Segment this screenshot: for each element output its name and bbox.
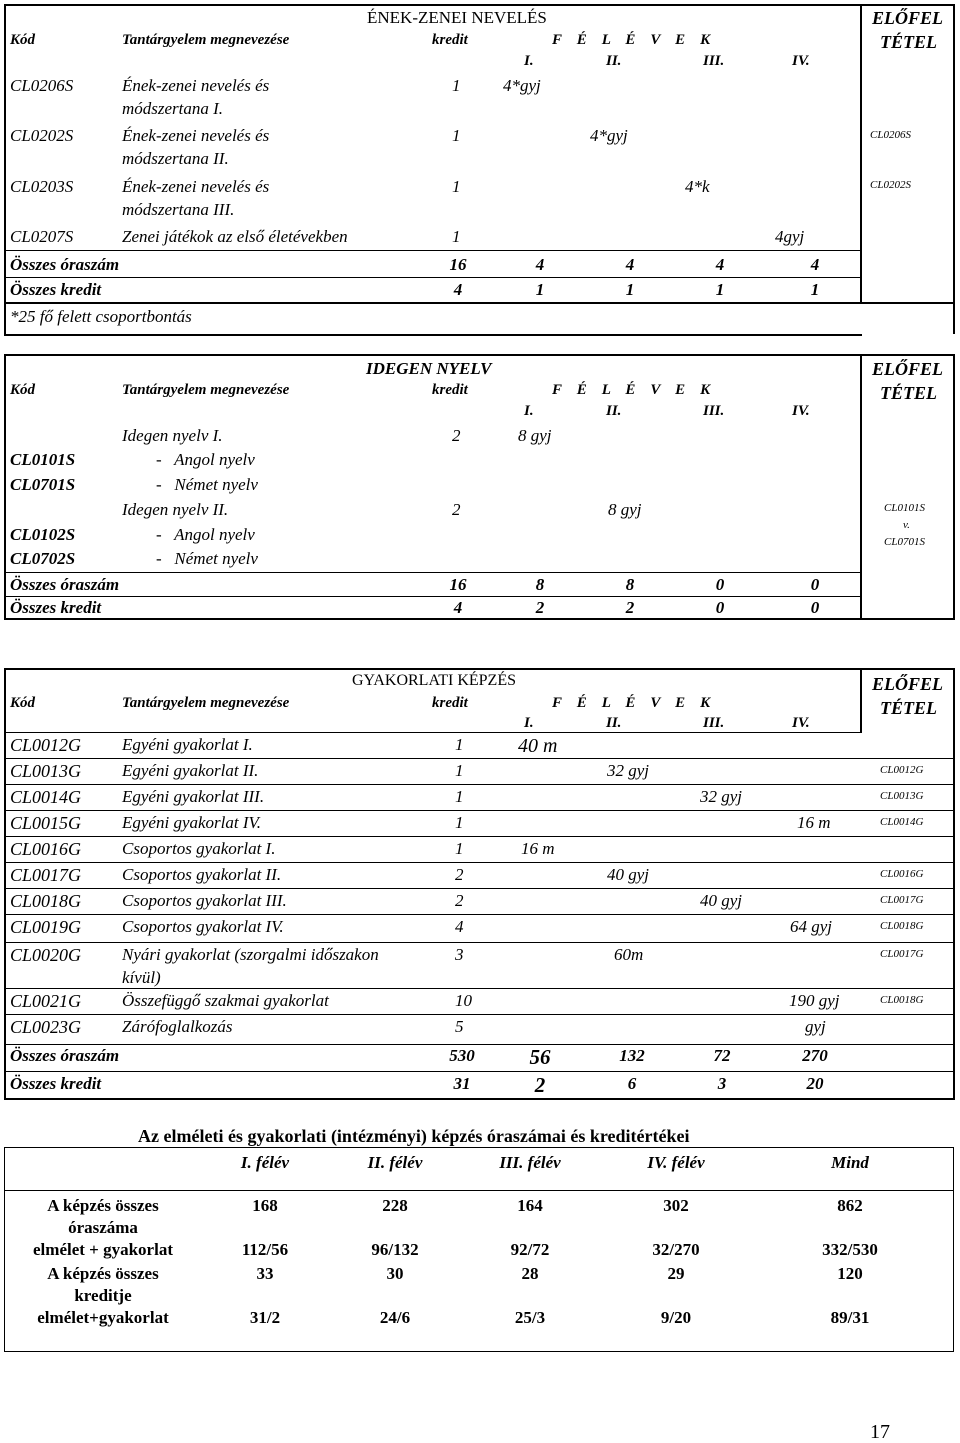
header-sem-3: III. <box>703 53 725 69</box>
prerequisite: CL0017G <box>880 894 924 906</box>
code-cl0101s: CL0101S <box>10 450 76 469</box>
subject-name: Zenei játékok az első életévekben <box>122 227 348 246</box>
subject-sub: - Angol nyelv <box>156 525 255 544</box>
subject-name: Egyéni gyakorlat I. <box>122 735 253 754</box>
total-hours-label: Összes óraszám <box>10 1046 120 1065</box>
header-sem-4: IV. <box>792 715 810 731</box>
header-sem-3: III. <box>703 715 725 731</box>
code-cl0012g: CL0012G <box>10 735 82 755</box>
summary-cell: 31/2 <box>249 1308 281 1327</box>
total-hours-credit: 530 <box>449 1046 475 1065</box>
semester-value: 4*gyj <box>503 76 541 95</box>
semester-value: 40 m <box>518 735 558 757</box>
total-credit-value: 31 <box>453 1074 471 1093</box>
subject-sub: - Német nyelv <box>156 475 258 494</box>
header-elofeltetel-1: ELŐFEL <box>872 8 944 28</box>
header-nev: Tantárgyelem megnevezése <box>122 695 290 711</box>
total-credit-label: Összes kredit <box>10 280 102 299</box>
credit-value: 3 <box>455 945 464 964</box>
code-cl0702s: CL0702S <box>10 549 76 568</box>
semester-value: 4gyj <box>775 227 805 246</box>
total-credit-sem4: 20 <box>806 1074 824 1093</box>
total-credit-sem1: 1 <box>535 280 545 299</box>
semester-value: 16 m <box>797 813 831 832</box>
total-credit-value: 4 <box>453 598 463 617</box>
summary-title: Az elméleti és gyakorlati (intézményi) képzés óraszámai és kreditértékei <box>138 1126 690 1146</box>
total-hours-credit: 16 <box>449 575 467 594</box>
header-felevek: F É L É V E K <box>552 382 711 398</box>
total-hours-sem2: 8 <box>625 575 635 594</box>
summary-row-label: óraszáma <box>68 1218 138 1237</box>
subject-name: Csoportos gyakorlat II. <box>122 865 282 884</box>
summary-row-label: kreditje <box>74 1286 132 1305</box>
credit-value: 1 <box>452 126 461 145</box>
code-cl0206s: CL0206S <box>10 76 74 95</box>
total-hours-label: Összes óraszám <box>10 575 120 594</box>
total-credit-sem3: 0 <box>715 598 725 617</box>
semester-value: 4*gyj <box>590 126 628 145</box>
summary-col-header: Mind <box>831 1153 869 1172</box>
header-kod: Kód <box>10 32 36 48</box>
code-cl0019g: CL0019G <box>10 917 82 937</box>
code-cl0017g: CL0017G <box>10 865 82 885</box>
summary-cell: 96/132 <box>371 1240 419 1259</box>
credit-value: 1 <box>452 227 461 246</box>
summary-cell: 28 <box>521 1264 539 1283</box>
summary-cell: 89/31 <box>830 1308 870 1327</box>
header-kredit: kredit <box>432 382 468 398</box>
credit-value: 2 <box>455 891 464 910</box>
summary-row-label: elmélet+gyakorlat <box>37 1308 169 1327</box>
credit-value: 1 <box>455 735 464 754</box>
code-cl0013g: CL0013G <box>10 761 82 781</box>
prerequisite: CL0018G <box>880 994 924 1006</box>
summary-cell: 9/20 <box>660 1308 692 1327</box>
code-cl0020g: CL0020G <box>10 945 82 965</box>
code-cl0102s: CL0102S <box>10 525 76 544</box>
section-title: IDEGEN NYELV <box>366 359 492 378</box>
semester-value: 32 gyj <box>700 787 743 806</box>
total-hours-sem4: 270 <box>802 1046 828 1065</box>
semester-value: 64 gyj <box>790 917 833 936</box>
total-credit-label: Összes kredit <box>10 1074 102 1093</box>
total-credit-value: 4 <box>453 280 463 299</box>
header-elofeltetel-2: TÉTEL <box>880 32 937 52</box>
summary-col-header: II. félév <box>367 1153 423 1172</box>
summary-col-header: IV. félév <box>647 1153 705 1172</box>
subject-name-cont: kívül) <box>122 968 161 987</box>
semester-value: 16 m <box>521 839 555 858</box>
code-cl0021g: CL0021G <box>10 991 82 1011</box>
semester-value: 40 gyj <box>607 865 650 884</box>
subject-name: Csoportos gyakorlat I. <box>122 839 276 858</box>
subject-name-cont: módszertana II. <box>122 149 229 168</box>
total-credit-sem4: 0 <box>810 598 820 617</box>
header-kod: Kód <box>10 382 36 398</box>
page-number: 17 <box>870 1421 890 1443</box>
header-kredit: kredit <box>432 695 468 711</box>
prerequisite: CL0012G <box>880 764 924 776</box>
section-title: ÉNEK-ZENEI NEVELÉS <box>367 8 547 27</box>
summary-cell: 24/6 <box>379 1308 411 1327</box>
header-elofeltetel-1: ELŐFEL <box>872 359 944 379</box>
summary-cell: 332/530 <box>822 1240 878 1259</box>
semester-value: 4*k <box>685 177 710 196</box>
subject-name-cont: módszertana III. <box>122 200 235 219</box>
header-elofeltetel-1: ELŐFEL <box>872 674 944 694</box>
prerequisite: CL0017G <box>880 948 924 960</box>
subject-name: Egyéni gyakorlat III. <box>122 787 265 806</box>
semester-value: 8 gyj <box>518 426 552 445</box>
code-cl0018g: CL0018G <box>10 891 82 911</box>
prerequisite: CL0202S <box>870 179 911 191</box>
subject-sub: - Angol nyelv <box>156 450 255 469</box>
subject-name: Egyéni gyakorlat IV. <box>122 813 261 832</box>
summary-cell: 32/270 <box>652 1240 700 1259</box>
header-sem-1: I. <box>524 715 534 731</box>
summary-cell: 33 <box>256 1264 274 1283</box>
subject-name: Csoportos gyakorlat IV. <box>122 917 284 936</box>
semester-value: 8 gyj <box>608 500 642 519</box>
code-cl0016g: CL0016G <box>10 839 82 859</box>
prerequisite: CL0101S <box>884 502 925 514</box>
subject-name: Csoportos gyakorlat III. <box>122 891 287 910</box>
summary-cell: 112/56 <box>241 1240 289 1259</box>
total-hours-sem1: 4 <box>535 255 545 274</box>
header-kredit: kredit <box>432 32 468 48</box>
credit-value: 5 <box>455 1017 464 1036</box>
summary-cell: 92/72 <box>510 1240 550 1259</box>
code-cl0701s: CL0701S <box>10 475 76 494</box>
prerequisite: CL0014G <box>880 816 924 828</box>
total-credit-sem2: 2 <box>625 598 635 617</box>
subject-name: Ének-zenei nevelés és <box>122 126 270 145</box>
code-cl0023g: CL0023G <box>10 1017 82 1037</box>
total-credit-sem2: 1 <box>625 280 635 299</box>
code-cl0015g: CL0015G <box>10 813 82 833</box>
total-credit-label: Összes kredit <box>10 598 102 617</box>
header-felevek: F É L É V E K <box>552 695 711 711</box>
summary-row-label: elmélet + gyakorlat <box>33 1240 173 1259</box>
total-hours-sem3: 72 <box>713 1046 731 1065</box>
summary-col-header: I. félév <box>240 1153 290 1172</box>
header-nev: Tantárgyelem megnevezése <box>122 382 290 398</box>
credit-value: 2 <box>452 500 461 519</box>
header-sem-4: IV. <box>792 403 810 419</box>
semester-value: 60m <box>614 945 644 964</box>
credit-value: 1 <box>455 813 464 832</box>
credit-value: 2 <box>455 865 464 884</box>
subject-name: Nyári gyakorlat (szorgalmi időszakon <box>122 945 379 964</box>
prerequisite-or: v. <box>903 519 910 531</box>
total-credit-sem3: 3 <box>717 1074 727 1093</box>
credit-value: 1 <box>455 787 464 806</box>
header-nev: Tantárgyelem megnevezése <box>122 32 290 48</box>
subject-name: Idegen nyelv II. <box>122 500 229 519</box>
total-credit-sem2: 6 <box>627 1074 637 1093</box>
total-hours-sem2: 4 <box>625 255 635 274</box>
header-sem-2: II. <box>606 403 622 419</box>
total-credit-sem1: 2 <box>534 1073 546 1097</box>
semester-value: 32 gyj <box>607 761 650 780</box>
summary-cell: 862 <box>837 1196 863 1215</box>
summary-row-label: A képzés összes <box>47 1196 159 1215</box>
summary-cell: 164 <box>517 1196 543 1215</box>
subject-name: Zárófoglalkozás <box>122 1017 233 1036</box>
total-hours-sem4: 4 <box>810 255 820 274</box>
subject-name-cont: módszertana I. <box>122 99 224 118</box>
prerequisite: CL0018G <box>880 920 924 932</box>
header-elofeltetel-2: TÉTEL <box>880 698 937 718</box>
subject-name: Egyéni gyakorlat II. <box>122 761 259 780</box>
prerequisite: CL0013G <box>880 790 924 802</box>
total-credit-sem1: 2 <box>535 598 545 617</box>
credit-value: 10 <box>455 991 472 1010</box>
total-hours-sem2: 132 <box>619 1046 645 1065</box>
header-sem-2: II. <box>606 715 622 731</box>
credit-value: 2 <box>452 426 461 445</box>
header-elofeltetel-2: TÉTEL <box>880 383 937 403</box>
credit-value: 4 <box>455 917 464 936</box>
semester-value: 40 gyj <box>700 891 743 910</box>
summary-col-header: III. félév <box>499 1153 561 1172</box>
credit-value: 1 <box>452 76 461 95</box>
semester-value: 190 gyj <box>789 991 840 1010</box>
credit-value: 1 <box>455 761 464 780</box>
header-sem-4: IV. <box>792 53 810 69</box>
header-sem-2: II. <box>606 53 622 69</box>
credit-value: 1 <box>452 177 461 196</box>
code-cl0207s: CL0207S <box>10 227 74 246</box>
summary-cell: 228 <box>382 1196 408 1215</box>
total-hours-label: Összes óraszám <box>10 255 120 274</box>
semester-value: gyj <box>805 1017 826 1036</box>
code-cl0014g: CL0014G <box>10 787 82 807</box>
header-sem-1: I. <box>524 53 534 69</box>
total-hours-credit: 16 <box>449 255 467 274</box>
summary-cell: 168 <box>252 1196 278 1215</box>
header-kod: Kód <box>10 695 36 711</box>
summary-row-label: A képzés összes <box>47 1264 159 1283</box>
total-hours-sem1: 8 <box>535 575 545 594</box>
code-cl0203s: CL0203S <box>10 177 74 196</box>
credit-value: 1 <box>455 839 464 858</box>
total-hours-sem3: 0 <box>715 575 725 594</box>
summary-cell: 30 <box>386 1264 404 1283</box>
total-credit-sem4: 1 <box>810 280 820 299</box>
code-cl0202s: CL0202S <box>10 126 74 145</box>
subject-name: Ének-zenei nevelés és <box>122 76 270 95</box>
header-sem-1: I. <box>524 403 534 419</box>
summary-cell: 25/3 <box>514 1308 546 1327</box>
section-title: GYAKORLATI KÉPZÉS <box>352 672 516 689</box>
subject-name: Összefüggő szakmai gyakorlat <box>122 991 329 1010</box>
total-hours-sem3: 4 <box>715 255 725 274</box>
subject-name: Ének-zenei nevelés és <box>122 177 270 196</box>
header-felevek: F É L É V E K <box>552 32 711 48</box>
summary-cell: 29 <box>667 1264 685 1283</box>
summary-cell: 120 <box>837 1264 863 1283</box>
total-hours-sem4: 0 <box>810 575 820 594</box>
header-sem-3: III. <box>703 403 725 419</box>
subject-name: Idegen nyelv I. <box>122 426 223 445</box>
prerequisite: CL0016G <box>880 868 924 880</box>
subject-sub: - Német nyelv <box>156 549 258 568</box>
prerequisite: CL0701S <box>884 536 925 548</box>
total-hours-sem1: 56 <box>529 1045 551 1069</box>
total-credit-sem3: 1 <box>715 280 725 299</box>
prerequisite: CL0206S <box>870 129 911 141</box>
footnote: *25 fő felett csoportbontás <box>10 307 192 326</box>
summary-cell: 302 <box>663 1196 689 1215</box>
